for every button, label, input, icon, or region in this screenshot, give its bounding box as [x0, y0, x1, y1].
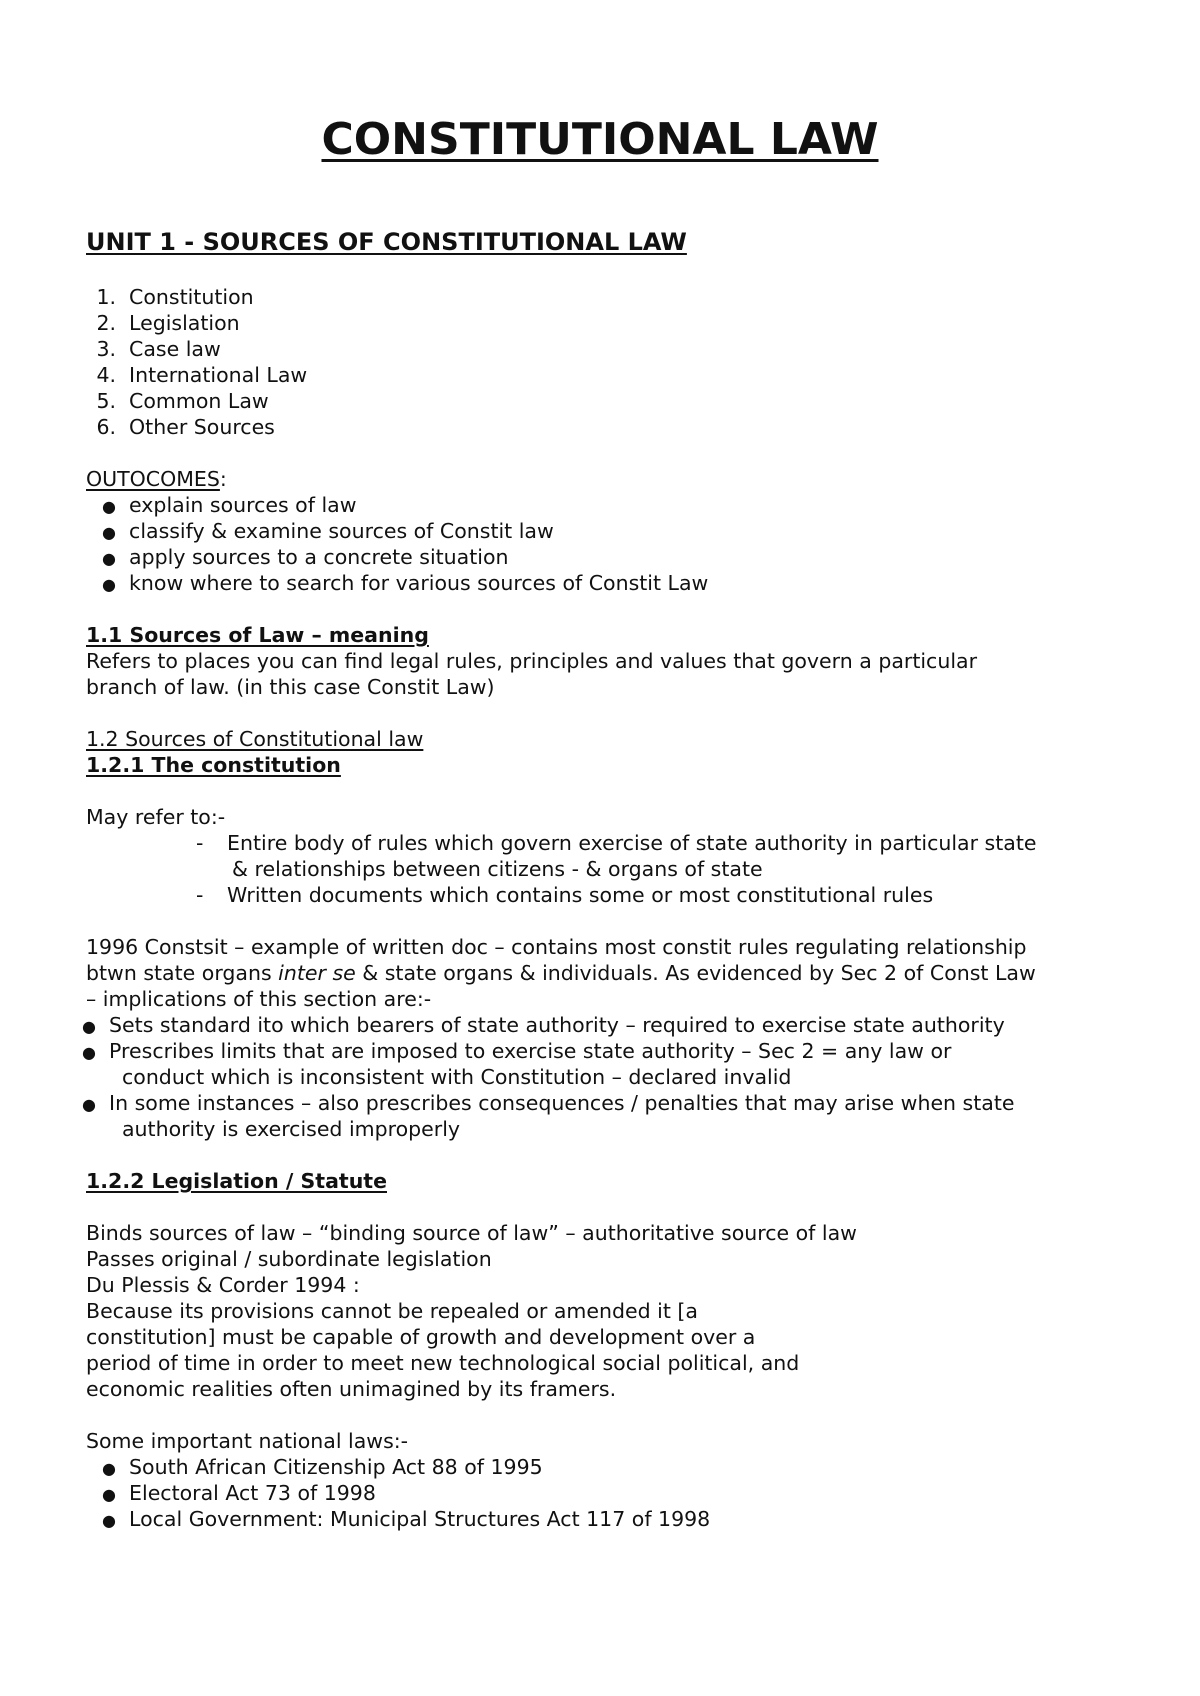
paragraph-line: 1996 Constsit – example of written doc – contains most constit rules regulating relationship: [86, 935, 1027, 959]
quote-line: constitution] must be capable of growth and development over a: [86, 1325, 756, 1349]
paragraph-line: branch of law. (in this case Constit Law): [86, 675, 495, 699]
paragraph-line: Refers to places you can find legal rules, principles and values that govern a particular: [86, 649, 978, 673]
section-heading-1-2-2: 1.2.2 Legislation / Statute: [86, 1169, 387, 1193]
bullet-item-continuation: authority is exercised improperly: [122, 1117, 461, 1141]
document-title: [0, 112, 1200, 168]
section-heading-1-2: 1.2 Sources of Constitutional law: [86, 727, 424, 751]
section-heading-1-1: 1.1 Sources of Law – meaning: [86, 623, 429, 647]
dash-item-continuation: & relationships between citizens - & organs of state: [232, 857, 763, 881]
bullet-item: ● In some instances – also prescribes consequences / penalties that may arise when state: [82, 1091, 1015, 1115]
outcome-item: ● explain sources of law: [102, 493, 357, 517]
paragraph-line: – implications of this section are:-: [86, 987, 432, 1011]
outcome-item: ● know where to search for various sources of Constit Law: [102, 571, 709, 595]
unit-heading: UNIT 1 - SOURCES OF CONSTITUTIONAL LAW: [86, 228, 687, 256]
law-item: ● Electoral Act 73 of 1998: [102, 1481, 376, 1505]
paragraph-line: Du Plessis & Corder 1994 :: [86, 1273, 360, 1297]
list-item: 3. Case law: [96, 337, 221, 361]
list-item: 4. International Law: [96, 363, 308, 387]
bullet-item-continuation: conduct which is inconsistent with Constitution – declared invalid: [122, 1065, 792, 1089]
document-title-text: CONSTITUTIONAL LAW: [321, 114, 879, 165]
bullet-item: ● Sets standard ito which bearers of state authority – required to exercise state authority: [82, 1013, 1005, 1037]
dash-item: - Entire body of rules which govern exercise of state authority in particular state: [196, 831, 1037, 855]
outcomes-heading: OUTOCOMES:: [86, 467, 227, 491]
paragraph-line: Some important national laws:-: [86, 1429, 409, 1453]
dash-item: - Written documents which contains some or most constitutional rules: [196, 883, 934, 907]
outcome-item: ● apply sources to a concrete situation: [102, 545, 509, 569]
law-item: ● South African Citizenship Act 88 of 1995: [102, 1455, 543, 1479]
section-heading-1-2-1: 1.2.1 The constitution: [86, 753, 341, 777]
quote-line: economic realities often unimagined by its framers.: [86, 1377, 617, 1401]
list-item: 1. Constitution: [96, 285, 254, 309]
outcome-item: ● classify & examine sources of Constit law: [102, 519, 554, 543]
list-item: 2. Legislation: [96, 311, 240, 335]
law-item: ● Local Government: Municipal Structures Act 117 of 1998: [102, 1507, 711, 1531]
paragraph-line: Passes original / subordinate legislation: [86, 1247, 492, 1271]
bullet-item: ● Prescribes limits that are imposed to exercise state authority – Sec 2 = any law or: [82, 1039, 952, 1063]
paragraph-line: May refer to:-: [86, 805, 226, 829]
paragraph-line: btwn state organs inter se & state organs & individuals. As evidenced by Sec 2 of Const Law: [86, 961, 1036, 985]
quote-line: Because its provisions cannot be repealed or amended it [a: [86, 1299, 698, 1323]
list-item: 5. Common Law: [96, 389, 269, 413]
list-item: 6. Other Sources: [96, 415, 275, 439]
quote-line: period of time in order to meet new technological social political, and: [86, 1351, 800, 1375]
paragraph-line: Binds sources of law – “binding source of law” – authoritative source of law: [86, 1221, 857, 1245]
